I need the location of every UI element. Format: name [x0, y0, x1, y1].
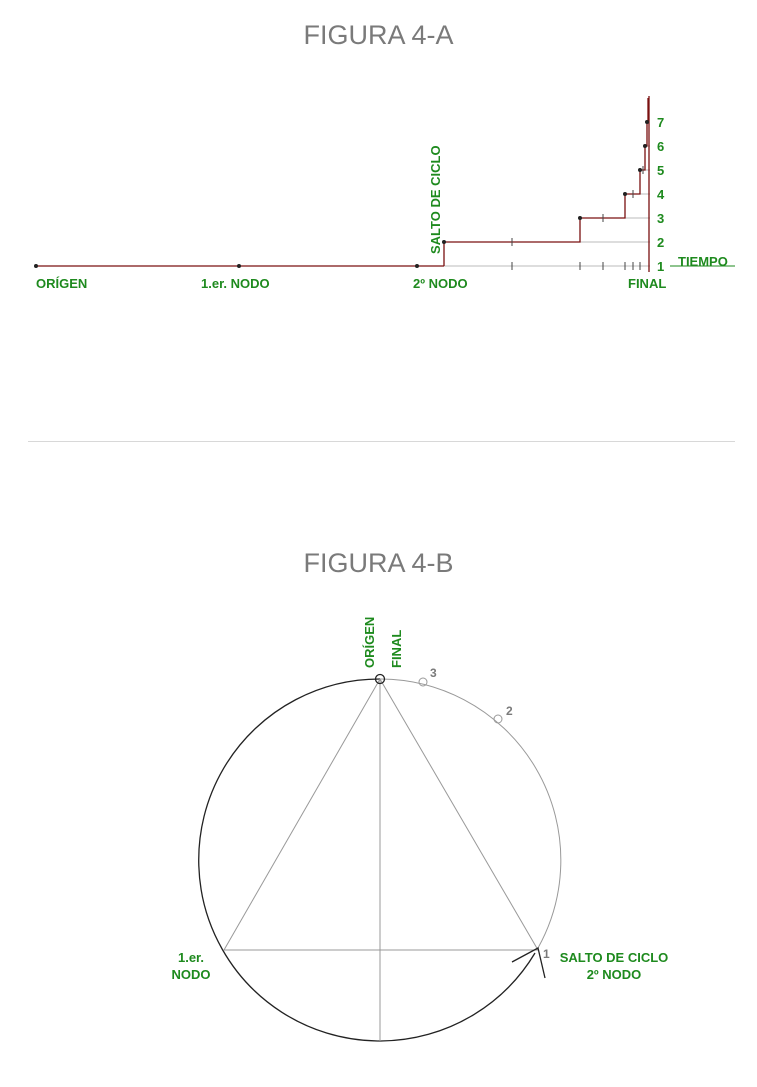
step-dot: [623, 192, 627, 196]
circle-dark-arc: [199, 679, 535, 1041]
triangle-left-side: [224, 679, 380, 950]
origen-label: ORÍGEN: [36, 276, 88, 291]
node1-dot: [237, 264, 241, 268]
triangle-right-side: [380, 679, 538, 950]
node1-label-line2: NODO: [171, 967, 211, 982]
level-4-label: 4: [657, 187, 665, 202]
figure-a-title: FIGURA 4-A: [303, 20, 454, 50]
tiempo-label: TIEMPO: [678, 254, 728, 269]
cycle-staircase: [444, 98, 648, 266]
circle-grey-arc: [380, 679, 561, 948]
level-5-label: 5: [657, 163, 665, 178]
final-label-b: FINAL: [389, 629, 404, 668]
level-2-label: 2: [657, 235, 665, 250]
salto-label: SALTO DE CICLO: [428, 145, 443, 254]
figure-b-title: FIGURA 4-B: [303, 548, 454, 578]
level-1-label: 1: [657, 259, 665, 274]
origen-label-b: ORÍGEN: [362, 616, 377, 668]
step-dot: [638, 168, 642, 172]
marker-2: [494, 715, 502, 723]
marker-2-label: 2: [506, 704, 513, 718]
step-dot: [578, 216, 582, 220]
salto-label-b-line1: SALTO DE CICLO: [559, 950, 669, 965]
node2-label: 2º NODO: [413, 276, 468, 291]
step-dot: [645, 120, 649, 124]
marker-3-label: 3: [430, 666, 437, 680]
final-label: FINAL: [628, 276, 667, 291]
origin-dot: [34, 264, 38, 268]
step-dot: [643, 144, 647, 148]
salto-label-b-line2: 2º NODO: [586, 967, 642, 982]
level-7-label: 7: [657, 115, 665, 130]
marker-3: [419, 678, 427, 686]
node1-label: 1.er. NODO: [201, 276, 270, 291]
level-6-label: 6: [657, 139, 665, 154]
level-3-label: 3: [657, 211, 665, 226]
figure-a-diagram: [34, 96, 735, 291]
node1-label-line1: 1.er.: [177, 950, 205, 965]
marker-1-label: 1: [543, 947, 550, 961]
figure-b-diagram: [172, 617, 669, 1041]
node2-dot: [415, 264, 419, 268]
